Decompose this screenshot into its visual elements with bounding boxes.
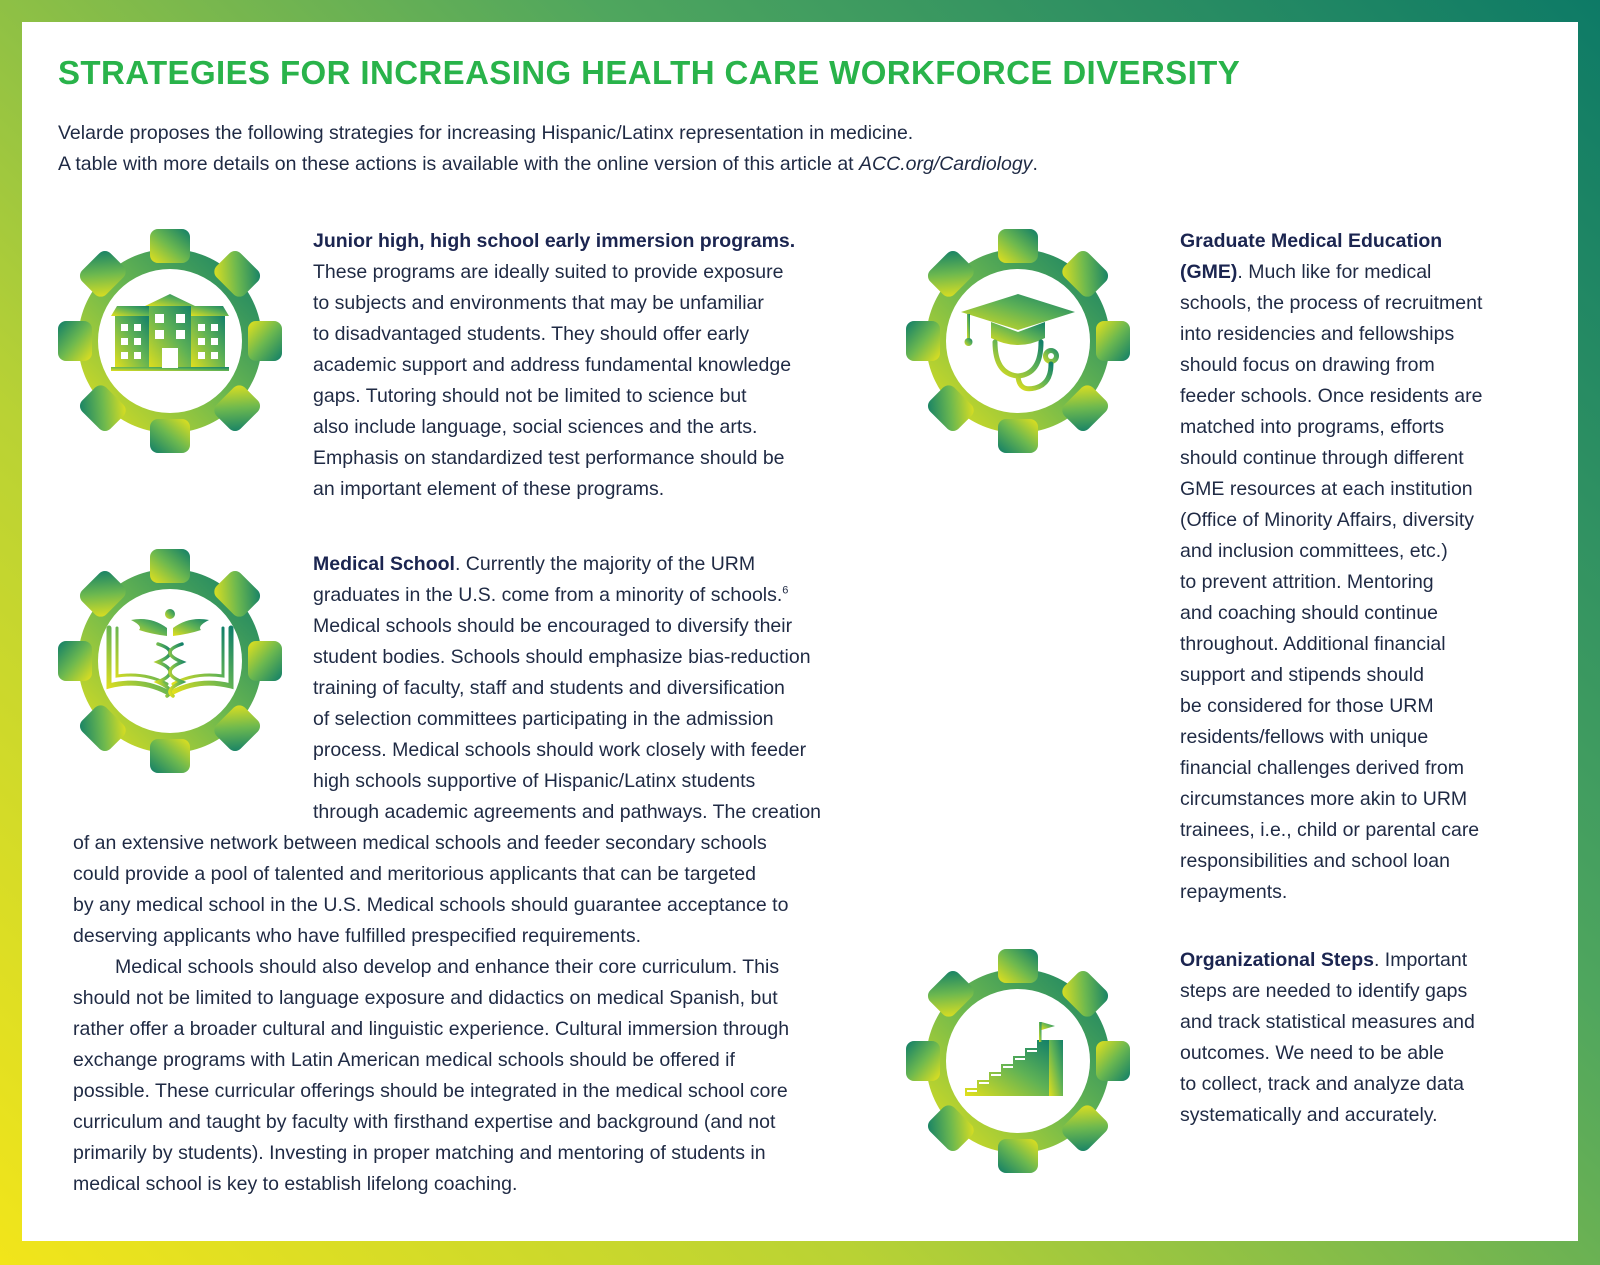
junior-line: an important element of these programs.: [313, 478, 665, 500]
stairs-flag-icon: [903, 946, 1133, 1176]
medical-line: should not be limited to language exposure and didactics on medical Spanish, but: [73, 987, 778, 1009]
intro-line-1: Velarde proposes the following strategies for increasing Hispanic/Latinx representation in medicine.: [58, 122, 914, 144]
gme-line: trainees, i.e., child or parental care: [1180, 819, 1480, 841]
page-title: STRATEGIES FOR INCREASING HEALTH CARE WORKFORCE DIVERSITY: [58, 54, 1241, 91]
junior-line: to subjects and environments that may be unfamiliar: [313, 292, 764, 314]
graduation-cap-stethoscope-icon: [903, 226, 1133, 456]
medical-line: by any medical school in the U.S. Medical schools should guarantee acceptance to: [73, 894, 789, 916]
medical-line: Medical schools should be encouraged to diversify their: [313, 615, 793, 637]
junior-line: also include language, social sciences and the arts.: [313, 416, 758, 438]
gme-line: support and stipends should: [1180, 664, 1424, 686]
gme-line: should focus on drawing from: [1180, 354, 1435, 376]
medical-line: exchange programs with Latin American medical schools should be offered if: [73, 1049, 735, 1071]
org-line: steps are needed to identify gaps: [1180, 980, 1468, 1002]
medical-line: could provide a pool of talented and meritorious applicants that can be targeted: [73, 863, 756, 885]
medical-line: possible. These curricular offerings should be integrated in the medical school core: [73, 1080, 788, 1102]
gme-section: Graduate Medical Education (GME). Much like for medical schools, the process of recruitment into residencies and fellowships should focus on drawing from feeder schools. Once residents are matched into programs, efforts should continue through different GME resources at each institution (Office of Minority Affairs, diversity and inclusion committees, etc.) to prevent attrition. Mentoring and coaching should continue throughout. Additional financial support and stipends should be considered for those URM residents/fellows with unique financial challenges derived from circumstances more akin to URM trainees, i.e., child or parental care responsibilities and school loan repayments.: [1180, 226, 1482, 908]
medical-line: of an extensive network between medical schools and feeder secondary schools: [73, 832, 767, 854]
org-line: outcomes. We need to be able: [1180, 1042, 1445, 1064]
school-building-icon: [55, 226, 285, 456]
gme-line: into residencies and fellowships: [1180, 323, 1455, 345]
medical-line: curriculum and taught by faculty with firsthand expertise and background (and not: [73, 1111, 776, 1133]
junior-line: These programs are ideally suited to provide exposure: [313, 261, 784, 283]
intro-line-2: A table with more details on these actions is available with the online version of this article at ACC.org/Cardiology.: [58, 153, 1038, 175]
medical-line: deserving applicants who have fulfilled prespecified requirements.: [73, 925, 641, 947]
medical-line: primarily by students). Investing in proper matching and mentoring of students in: [73, 1142, 766, 1164]
gme-line: responsibilities and school loan: [1180, 850, 1450, 872]
gme-line: (Office of Minority Affairs, diversity: [1180, 509, 1475, 531]
gme-line: and coaching should continue: [1180, 602, 1439, 624]
acc-link-text: ACC.org/Cardiology: [859, 153, 1033, 175]
gme-line: to prevent attrition. Mentoring: [1180, 571, 1434, 593]
medical-line: of selection committees participating in the admission: [313, 708, 774, 730]
gme-line: schools, the process of recruitment: [1180, 292, 1483, 314]
org-heading: Organizational Steps: [1180, 949, 1374, 971]
gme-abbrev: (GME): [1180, 261, 1238, 283]
junior-high-heading: Junior high, high school early immersion programs.: [313, 230, 796, 252]
org-line: to collect, track and analyze data: [1180, 1073, 1464, 1095]
junior-line: Emphasis on standardized test performance should be: [313, 447, 785, 469]
medical-line: high schools supportive of Hispanic/Latinx students: [313, 770, 756, 792]
gme-line: circumstances more akin to URM: [1180, 788, 1468, 810]
medical-line: student bodies. Schools should emphasize bias-reduction: [313, 646, 811, 668]
medical-line: Medical schools should also develop and enhance their core curriculum. This: [115, 956, 780, 978]
org-line: and track statistical measures and: [1180, 1011, 1475, 1033]
junior-line: to disadvantaged students. They should offer early: [313, 323, 750, 345]
medical-line: rather offer a broader cultural and linguistic experience. Cultural immersion through: [73, 1018, 790, 1040]
gme-line: matched into programs, efforts: [1180, 416, 1445, 438]
medical-line: process. Medical schools should work closely with feeder: [313, 739, 807, 761]
organizational-steps-section: Organizational Steps. Important steps are needed to identify gaps and track statistical measures and outcomes. We need to be able to collect, track and analyze data systematically and accurately.: [1180, 945, 1475, 1131]
gme-line: and inclusion committees, etc.): [1180, 540, 1448, 562]
footnote-marker: 6: [782, 584, 789, 597]
medical-line: medical school is key to establish lifelong coaching.: [73, 1173, 518, 1195]
gme-heading: Graduate Medical Education: [1180, 230, 1443, 252]
gme-line: should continue through different: [1180, 447, 1464, 469]
gme-line: be considered for those URM: [1180, 695, 1434, 717]
medical-school-heading: Medical School: [313, 553, 455, 575]
gme-line: repayments.: [1180, 881, 1288, 903]
medical-line: through academic agreements and pathways. The creation: [313, 801, 822, 823]
gme-line: financial challenges derived from: [1180, 757, 1464, 779]
medical-school-section: Medical School. Currently the majority of the URM graduates in the U.S. come from a minority of schools.$^6$ Medical schools should be encouraged to diversify their student bodies. Schools should emphasize bias-reduction training of faculty, staff and students and diversification of selection committees participating in the admission process. Medical schools should work closely with feeder high schools supportive of Hispanic/Latinx students through academic agreements and pathways. The creation of an extensive network between medical schools and feeder secondary schools could provide a pool of talented and meritorious applicants that can be targeted by any medical school in the U.S. Medical schools should guarantee acceptance to deserving applicants who have fulfilled prespecified requirements. Medical schools should also develop and enhance their core curriculum. This should not be limited to language exposure and didactics on medical Spanish, but rather offer a broader cultural and linguistic experience. Cultural immersion through exchange programs with Latin American medical schools should be offered if possible. These curricular offerings should be integrated in the medical school core curriculum and taught by faculty with firsthand expertise and background (and not primarily by students). Investing in proper matching and mentoring of students in medical school is key to establish lifelong coaching.: [313, 549, 821, 1200]
junior-high-section: [313, 226, 795, 505]
gme-line: feeder schools. Once residents are: [1180, 385, 1483, 407]
junior-line: gaps. Tutoring should not be limited to science but: [313, 385, 747, 407]
intro-text: [58, 118, 1478, 180]
gme-line: throughout. Additional financial: [1180, 633, 1446, 655]
medical-line: training of faculty, staff and students and diversification: [313, 677, 785, 699]
gme-line: GME resources at each institution: [1180, 478, 1473, 500]
junior-line: academic support and address fundamental knowledge: [313, 354, 792, 376]
org-line: systematically and accurately.: [1180, 1104, 1438, 1126]
caduceus-book-icon: [55, 546, 285, 776]
gme-line: residents/fellows with unique: [1180, 726, 1429, 748]
